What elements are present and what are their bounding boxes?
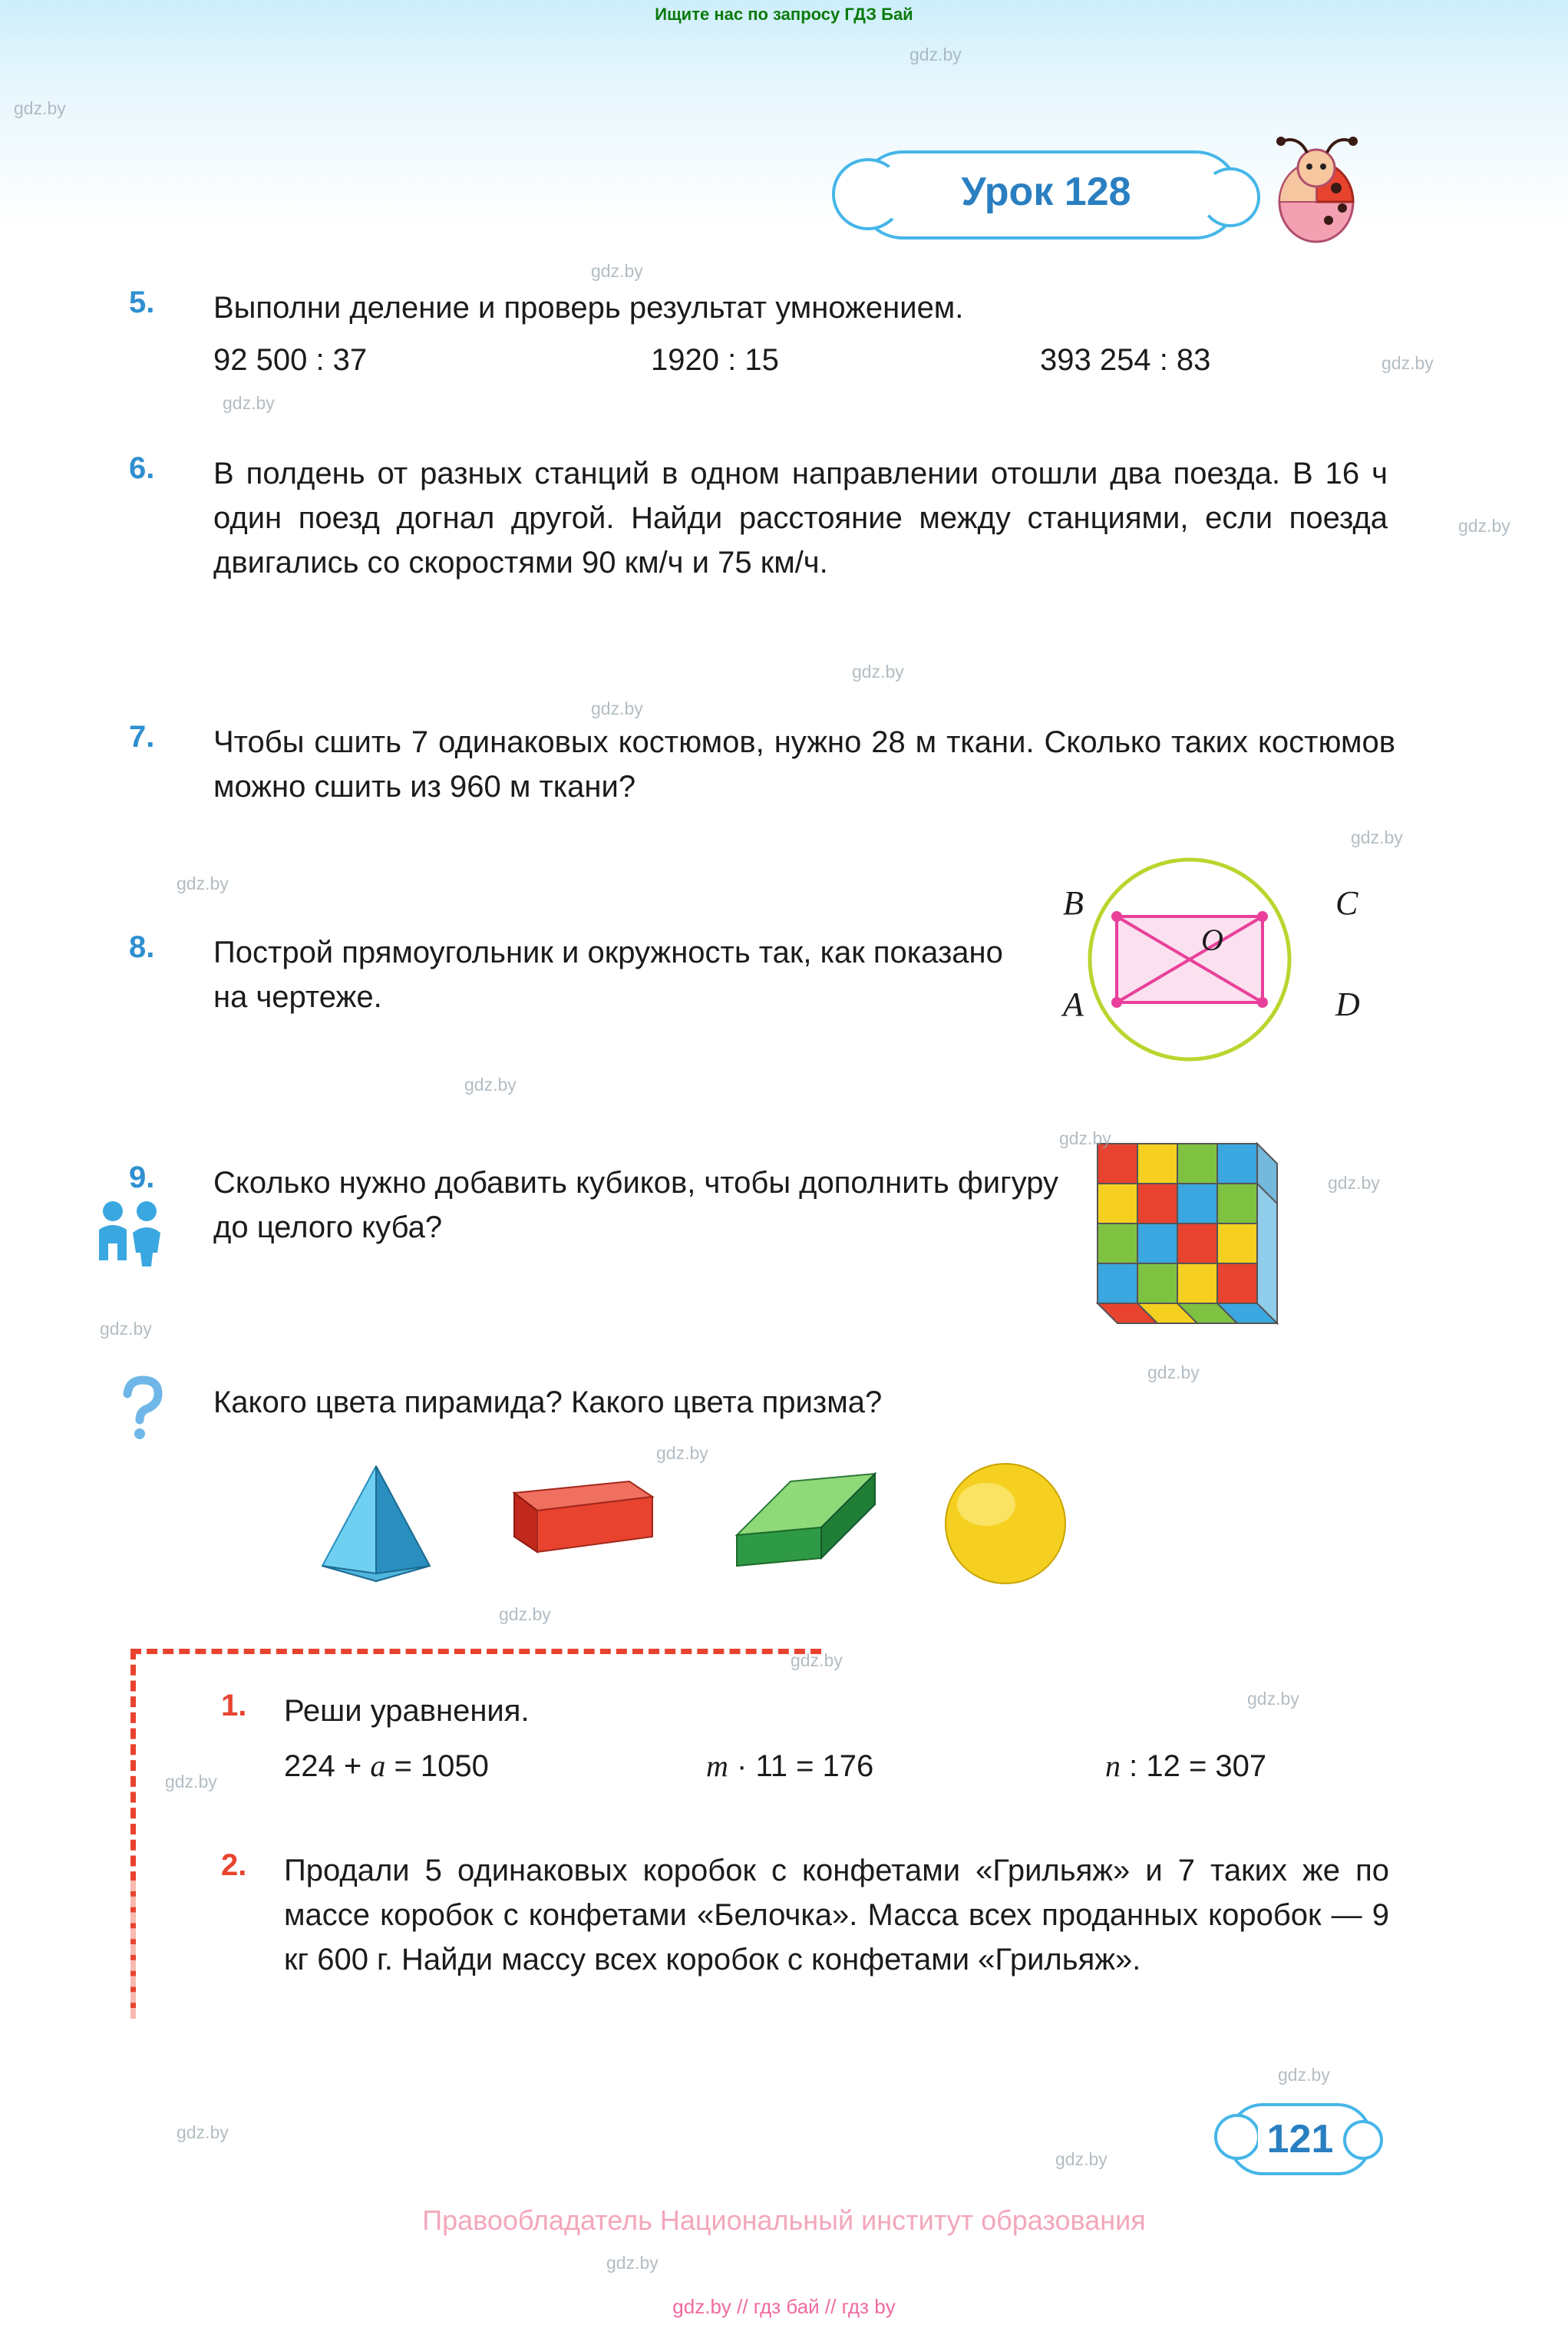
watermark: gdz.by [591, 698, 643, 718]
exercise-8-number: 8. [129, 930, 155, 964]
watermark: gdz.by [14, 98, 66, 118]
exercise-8-text: Построй прямоугольник и окружность так, как показано на чертеже. [213, 936, 1003, 1014]
homework-1-number: 1. [221, 1689, 247, 1722]
homework-1-text: Реши уравнения. [284, 1694, 530, 1728]
solid-shapes-figure [292, 1451, 1259, 1604]
eq3-var: n [1105, 1749, 1121, 1783]
exercise-5-number: 5. [129, 286, 155, 319]
eq2-var: m [706, 1749, 728, 1783]
watermark: gdz.by [165, 1772, 217, 1791]
ladybug-icon [1263, 134, 1370, 249]
top-banner: Ищите нас по запросу ГДЗ Бай [655, 5, 913, 24]
eq1-left: 224 + [284, 1749, 371, 1783]
watermark: gdz.by [177, 2122, 229, 2142]
lesson-title: Урок 128 [961, 170, 1131, 214]
bottom-banner: gdz.by // гдз бай // гдз by [672, 2295, 896, 2318]
watermark: gdz.by [591, 261, 643, 281]
watermark: gdz.by [464, 1075, 517, 1095]
watermark: gdz.by [1059, 1128, 1111, 1148]
exercise-5-expr-1: 92 500 : 37 [213, 343, 368, 377]
exercise-9-number: 9. [129, 1161, 155, 1194]
eq1-right: = 1050 [385, 1749, 489, 1783]
pair-work-icon [88, 1197, 173, 1274]
watermark: gdz.by [1247, 1689, 1299, 1709]
watermark: gdz.by [100, 1319, 152, 1339]
color-question-text: Какого цвета пирамида? Какого цвета призма? [213, 1385, 883, 1419]
exercise-5-expr-2: 1920 : 15 [651, 343, 779, 377]
watermark: gdz.by [606, 2253, 659, 2273]
homework-1-equation-3 [1105, 1744, 1266, 1788]
watermark: gdz.by [852, 662, 904, 682]
watermark: gdz.by [791, 1650, 843, 1670]
watermark: gdz.by [1147, 1362, 1200, 1382]
homework-1-equation-2 [706, 1744, 873, 1788]
watermark: gdz.by [1381, 353, 1434, 373]
watermark: gdz.by [1278, 2065, 1330, 2085]
homework-frame-top [130, 1649, 821, 1654]
cube-stack-figure [1082, 1128, 1328, 1351]
figure-label-A: A [1063, 986, 1084, 1023]
exercise-9-text: Сколько нужно добавить кубиков, чтобы дополнить фигуру до целого куба? [213, 1166, 1059, 1244]
eq3-right: : 12 = 307 [1121, 1749, 1267, 1783]
copyright-line: Правообладатель Национальный институт образования [422, 2204, 1146, 2236]
homework-2-text: Продали 5 одинаковых коробок с конфетами «Грильяж» и 7 таких же по массе коробок с конфетами «Белочка». Масса всех проданных коробок — 9 кг 600 г. Найди массу всех коробок с конфетами «Грильяж». [284, 1854, 1389, 1976]
watermark: gdz.by [499, 1604, 551, 1624]
exercise-5-text: Выполни деление и проверь результат умножением. [213, 291, 964, 325]
figure-label-B: B [1063, 884, 1084, 922]
watermark: gdz.by [1328, 1173, 1380, 1193]
homework-2-number: 2. [221, 1848, 247, 1882]
figure-label-D: D [1335, 986, 1360, 1023]
exercise-6-text: В полдень от разных станций в одном направлении отошли два поезда. В 16 ч один поезд догнал другой. Найди расстояние между станциями, если поезда двигались со скоростями 90 км/ч и 75 км/ч. [213, 457, 1388, 580]
eq1-var: a [370, 1749, 386, 1783]
page-number-badge [1228, 2103, 1372, 2175]
exercise-7-number: 7. [129, 720, 155, 754]
watermark: gdz.by [177, 873, 229, 893]
watermark: gdz.by [656, 1443, 708, 1463]
question-mark-icon [115, 1374, 169, 1443]
homework-frame-left-fade [130, 1881, 136, 2019]
circle-rectangle-figure [1040, 844, 1339, 1075]
page-number: 121 [1258, 2116, 1343, 2162]
watermark: gdz.by [1351, 827, 1403, 847]
exercise-5-expr-3: 393 254 : 83 [1040, 343, 1211, 377]
watermark: gdz.by [1055, 2149, 1108, 2169]
figure-label-O: O [1201, 923, 1223, 957]
exercise-7-text: Чтобы сшить 7 одинаковых костюмов, нужно 28 м ткани. Сколько таких костюмов можно сшить из 960 м ткани? [213, 725, 1395, 804]
watermark: gdz.by [909, 45, 962, 64]
exercise-6-number: 6. [129, 451, 155, 485]
watermark: gdz.by [1458, 516, 1510, 536]
eq2-right: · 11 = 176 [728, 1749, 874, 1783]
figure-label-C: C [1335, 884, 1358, 922]
homework-1-equation-1 [284, 1744, 489, 1788]
watermark: gdz.by [223, 393, 275, 413]
